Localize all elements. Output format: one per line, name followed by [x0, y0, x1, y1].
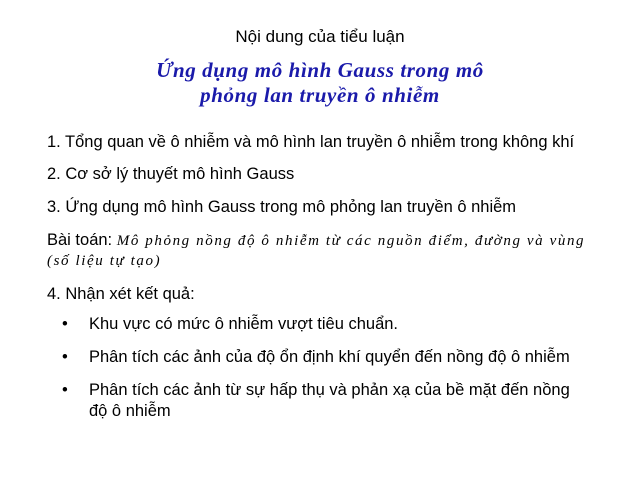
bullet-text-continuation: độ ô nhiễm — [89, 402, 171, 420]
outline-item-2: 2. Cơ sở lý thuyết mô hình Gauss — [47, 165, 295, 183]
bullet-text: Phân tích các ảnh của độ ổn định khí quyển đến nồng độ ô nhiễm — [89, 348, 570, 366]
bullet-dot: • — [62, 381, 68, 399]
bullet-text: Phân tích các ảnh từ sự hấp thụ và phản xạ của bề mặt đến nồng — [89, 381, 570, 399]
slide-subtitle: Nội dung của tiểu luận — [235, 27, 405, 46]
slide-title-line-2: phỏng lan truyền ô nhiễm — [200, 83, 440, 107]
slide-title — [60, 58, 580, 108]
problem-description: Mô phỏng nồng độ ô nhiễm từ các nguồn điểm, đường và vùng — [116, 233, 586, 249]
bullet-dot: • — [62, 315, 68, 333]
problem-line-2 — [47, 250, 627, 271]
slide-title-line-1: Ứng dụng mô hình Gauss trong mô — [156, 58, 484, 82]
outline-item-4: 4. Nhận xét kết quả: — [47, 285, 195, 303]
bullet-text: Khu vực có mức ô nhiễm vượt tiêu chuẩn. — [89, 315, 399, 333]
outline-item-1: 1. Tổng quan về ô nhiễm và mô hình lan truyền ô nhiễm trong không khí — [47, 133, 575, 151]
problem-label: Bài toán: — [47, 231, 113, 249]
problem-description-note: (số liệu tự tạo) — [47, 253, 162, 269]
problem-line-1 — [47, 230, 627, 251]
outline-item-3: 3. Ứng dụng mô hình Gauss trong mô phỏng lan truyền ô nhiễm — [47, 198, 517, 216]
bullet-dot: • — [62, 348, 68, 366]
